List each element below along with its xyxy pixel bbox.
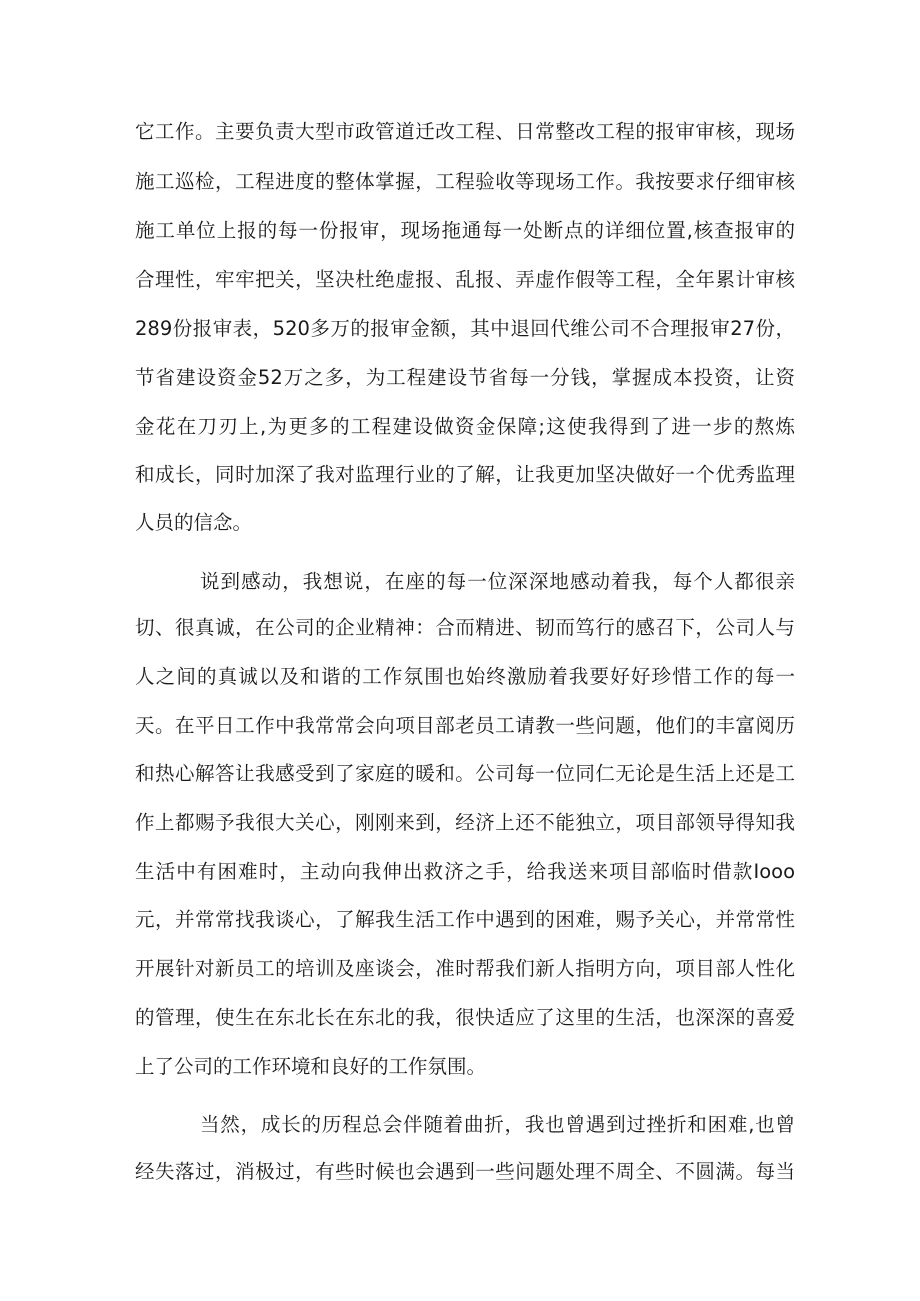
text-line: 的管理，使生在东北长在东北的我，很快适应了这里的生活，也深深的喜爱 xyxy=(135,1006,795,1029)
text-line: 合理性，牢牢把关，坚决杜绝虚报、乱报、弄虚作假等工程，全年累计审核 xyxy=(135,268,795,291)
text-line: 和热心解答让我感受到了家庭的暖和。公司每一位同仁无论是生活上还是工 xyxy=(135,762,795,785)
text-line: 开展针对新员工的培训及座谈会，准时帮我们新人指明方向，项目部人性化 xyxy=(135,957,795,980)
text-line: 和成长，同时加深了我对监理行业的了解，让我更加坚决做好一个优秀监理 xyxy=(135,463,795,486)
text-line: 它工作。主要负责大型市政管道迁改工程、日常整改工程的报审审核，现场 xyxy=(135,120,795,143)
text-line: 施工单位上报的每一份报审，现场拖通每一处断点的详细位置,核查报审的 xyxy=(135,219,795,242)
text-line: 生活中有困难时，主动向我伸出救济之手，给我送来项目部临时借款Iooo xyxy=(135,860,795,883)
text-line: 切、很真诚，在公司的企业精神：合而精进、韧而笃行的感召下，公司人与 xyxy=(135,616,795,639)
text-line: 天。在平日工作中我常常会向项目部老员工请教一些问题，他们的丰富阅历 xyxy=(135,714,795,737)
text-line: 人之间的真诚以及和谐的工作氛围也始终激励着我要好好珍惜工作的每一 xyxy=(135,665,795,688)
text-line: 人员的信念。 xyxy=(135,511,253,534)
text-line: 元，并常常找我谈心，了解我生活工作中遇到的困难，赐予关心，并常常性 xyxy=(135,908,795,931)
paragraph-first-line: 说到感动，我想说，在座的每一位深深地感动着我，每个人都很亲 xyxy=(200,570,795,593)
text-line: 上了公司的工作环境和良好的工作氛围。 xyxy=(135,1055,487,1078)
text-line: 作上都赐予我很大关心，刚刚来到，经济上还不能独立，项目部领导得知我 xyxy=(135,811,795,834)
text-line: 施工巡检，工程进度的整体掌握，工程验收等现场工作。我按要求仔细审核 xyxy=(135,170,795,193)
text-line: 金花在刀刃上,为更多的工程建设做资金保障;这使我得到了进一步的熬炼 xyxy=(135,415,795,438)
paragraph-first-line: 当然，成长的历程总会伴随着曲折，我也曾遇到过挫折和困难,也曾 xyxy=(200,1113,795,1136)
text-line: 289份报审表，520多万的报审金额，其中退回代维公司不合理报审27份， xyxy=(135,317,795,340)
text-line: 经失落过，消极过，有些时候也会遇到一些问题处理不周全、不圆满。每当 xyxy=(135,1160,795,1183)
text-line: 节省建设资金52万之多，为工程建设节省每一分钱，掌握成本投资，让资 xyxy=(135,366,795,389)
